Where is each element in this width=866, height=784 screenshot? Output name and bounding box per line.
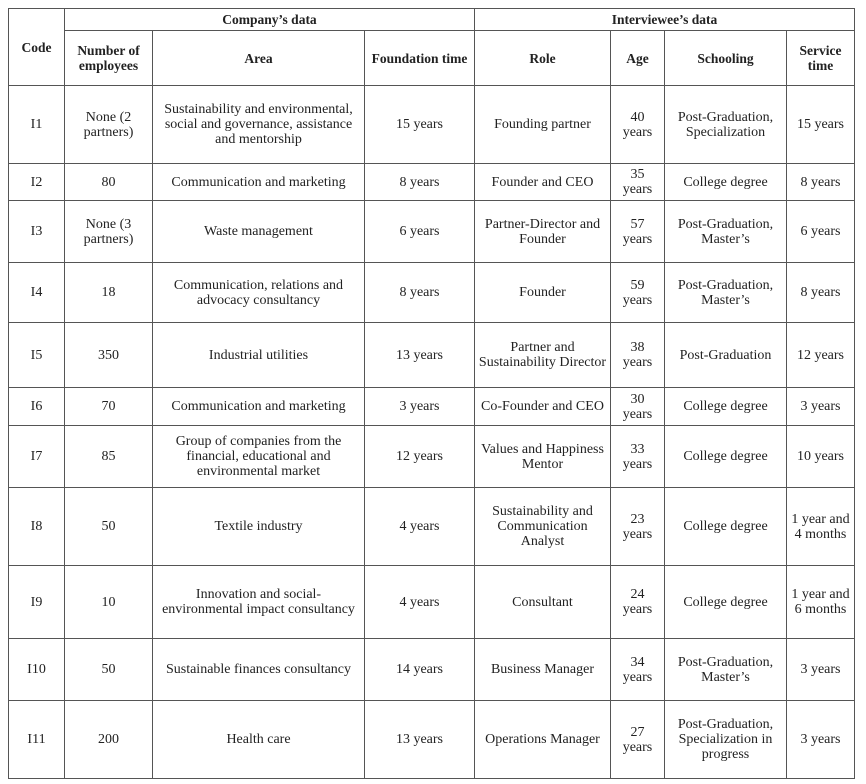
cell-area: Waste management (153, 201, 365, 263)
table-row (9, 426, 855, 488)
cell-employees: 10 (65, 566, 153, 639)
header-age: Age (611, 31, 665, 86)
cell-employees: None (3 partners) (65, 201, 153, 263)
cell-code: I7 (9, 426, 65, 488)
cell-service: 1 year and 4 months (787, 488, 855, 566)
cell-schooling: College degree (665, 164, 787, 201)
cell-foundation: 3 years (365, 388, 475, 426)
cell-foundation: 4 years (365, 488, 475, 566)
cell-age: 59 years (611, 263, 665, 323)
header-area: Area (153, 31, 365, 86)
cell-service: 6 years (787, 201, 855, 263)
cell-employees: 350 (65, 323, 153, 388)
cell-service: 15 years (787, 86, 855, 164)
cell-age: 30 years (611, 388, 665, 426)
table-row (9, 263, 855, 323)
cell-area: Health care (153, 701, 365, 779)
table-row (9, 388, 855, 426)
cell-age: 38 years (611, 323, 665, 388)
cell-foundation: 13 years (365, 701, 475, 779)
header-schooling: Schooling (665, 31, 787, 86)
cell-employees: 80 (65, 164, 153, 201)
cell-employees: 50 (65, 488, 153, 566)
cell-role: Founder and CEO (475, 164, 611, 201)
cell-schooling: College degree (665, 426, 787, 488)
header-service: Service time (787, 31, 855, 86)
cell-role: Consultant (475, 566, 611, 639)
cell-code: I6 (9, 388, 65, 426)
cell-service: 1 year and 6 months (787, 566, 855, 639)
cell-foundation: 8 years (365, 164, 475, 201)
cell-area: Communication and marketing (153, 164, 365, 201)
cell-area: Communication and marketing (153, 388, 365, 426)
cell-schooling: Post-Graduation, Master’s (665, 639, 787, 701)
cell-code: I1 (9, 86, 65, 164)
cell-service: 8 years (787, 263, 855, 323)
table-row (9, 323, 855, 388)
header-interviewee-data: Interviewee’s data (475, 9, 855, 31)
table-row (9, 701, 855, 779)
cell-foundation: 13 years (365, 323, 475, 388)
cell-role: Partner-Director and Founder (475, 201, 611, 263)
cell-service: 3 years (787, 701, 855, 779)
cell-age: 40 years (611, 86, 665, 164)
cell-area: Sustainability and environmental, social and governance, assistance and mentorship (153, 86, 365, 164)
interviewees-table (8, 8, 855, 779)
cell-age: 24 years (611, 566, 665, 639)
cell-code: I10 (9, 639, 65, 701)
header-code: Code (9, 9, 65, 86)
table-row (9, 164, 855, 201)
cell-foundation: 15 years (365, 86, 475, 164)
table-row (9, 488, 855, 566)
cell-age: 27 years (611, 701, 665, 779)
cell-service: 8 years (787, 164, 855, 201)
cell-schooling: Post-Graduation (665, 323, 787, 388)
cell-role: Co-Founder and CEO (475, 388, 611, 426)
cell-schooling: College degree (665, 566, 787, 639)
table-row (9, 566, 855, 639)
table-row (9, 201, 855, 263)
cell-service: 12 years (787, 323, 855, 388)
cell-role: Sustainability and Communication Analyst (475, 488, 611, 566)
cell-role: Partner and Sustainability Director (475, 323, 611, 388)
header-role: Role (475, 31, 611, 86)
header-employees: Number of employees (65, 31, 153, 86)
cell-employees: 18 (65, 263, 153, 323)
cell-schooling: Post-Graduation, Master’s (665, 263, 787, 323)
cell-foundation: 14 years (365, 639, 475, 701)
cell-employees: 70 (65, 388, 153, 426)
cell-code: I9 (9, 566, 65, 639)
cell-service: 10 years (787, 426, 855, 488)
cell-code: I11 (9, 701, 65, 779)
cell-schooling: College degree (665, 488, 787, 566)
cell-age: 33 years (611, 426, 665, 488)
cell-code: I5 (9, 323, 65, 388)
cell-schooling: Post-Graduation, Specialization in progress (665, 701, 787, 779)
cell-area: Group of companies from the financial, educational and environmental market (153, 426, 365, 488)
cell-age: 23 years (611, 488, 665, 566)
cell-code: I8 (9, 488, 65, 566)
cell-employees: 50 (65, 639, 153, 701)
header-company-data: Company’s data (65, 9, 475, 31)
cell-code: I4 (9, 263, 65, 323)
cell-foundation: 4 years (365, 566, 475, 639)
cell-area: Textile industry (153, 488, 365, 566)
cell-role: Founding partner (475, 86, 611, 164)
cell-employees: None (2 partners) (65, 86, 153, 164)
cell-foundation: 8 years (365, 263, 475, 323)
cell-service: 3 years (787, 639, 855, 701)
cell-area: Communication, relations and advocacy consultancy (153, 263, 365, 323)
cell-area: Industrial utilities (153, 323, 365, 388)
cell-role: Values and Happiness Mentor (475, 426, 611, 488)
cell-schooling: Post-Graduation, Master’s (665, 201, 787, 263)
cell-age: 35 years (611, 164, 665, 201)
cell-foundation: 6 years (365, 201, 475, 263)
cell-employees: 85 (65, 426, 153, 488)
cell-area: Innovation and social-environmental impact consultancy (153, 566, 365, 639)
cell-employees: 200 (65, 701, 153, 779)
cell-code: I3 (9, 201, 65, 263)
cell-role: Business Manager (475, 639, 611, 701)
cell-age: 34 years (611, 639, 665, 701)
cell-foundation: 12 years (365, 426, 475, 488)
cell-schooling: College degree (665, 388, 787, 426)
cell-schooling: Post-Graduation, Specialization (665, 86, 787, 164)
cell-age: 57 years (611, 201, 665, 263)
cell-area: Sustainable finances consultancy (153, 639, 365, 701)
cell-role: Operations Manager (475, 701, 611, 779)
header-foundation: Foundation time (365, 31, 475, 86)
cell-service: 3 years (787, 388, 855, 426)
cell-role: Founder (475, 263, 611, 323)
table-row (9, 86, 855, 164)
table-row (9, 639, 855, 701)
cell-code: I2 (9, 164, 65, 201)
